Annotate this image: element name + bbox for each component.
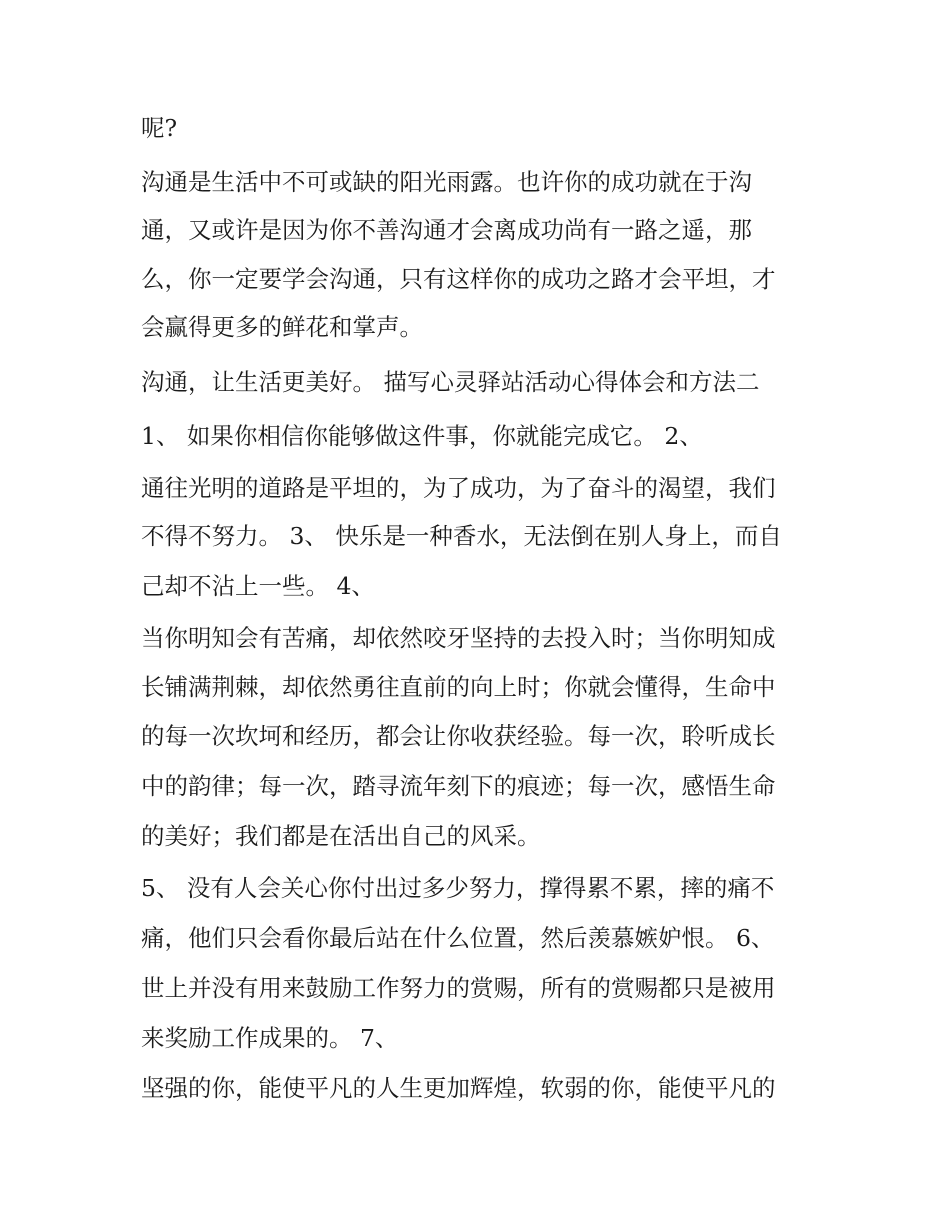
text-line: 的每一次坎坷和经历，都会让你收获经验。每一次，聆听成长 [141,722,776,750]
text-line: 1、 如果你相信你能够做这件事，你就能完成它。 2、 [141,422,703,450]
text-line: 当你明知会有苦痛，却依然咬牙坚持的去投入时；当你明知成 [141,624,776,652]
text-line: 沟通是生活中不可或缺的阳光雨露。也许你的成功就在于沟 [141,168,752,196]
text-line: 不得不努力。 3、 快乐是一种香水，无法倒在别人身上，而自 [141,522,782,550]
text-line: 5、 没有人会关心你付出过多少努力，撑得累不累，摔的痛不 [141,874,775,902]
text-line: 通往光明的道路是平坦的，为了成功，为了奋斗的渴望，我们 [141,474,776,502]
text-line: 么，你一定要学会沟通，只有这样你的成功之路才会平坦，才 [141,265,776,293]
text-line: 坚强的你，能使平凡的人生更加辉煌，软弱的你，能使平凡的 [141,1074,776,1102]
text-line: 沟通，让生活更美好。 描写心灵驿站活动心得体会和方法二 [141,368,760,396]
text-line: 会赢得更多的鲜花和掌声。 [141,313,423,341]
text-line: 中的韵律；每一次，踏寻流年刻下的痕迹；每一次，感悟生命 [141,772,776,800]
text-line: 来奖励工作成果的。 7、 [141,1024,399,1052]
text-line: 的美好；我们都是在活出自己的风采。 [141,822,541,850]
text-line: 痛，他们只会看你最后站在什么位置，然后羡慕嫉妒恨。 6、 [141,924,775,952]
text-line: 世上并没有用来鼓励工作努力的赏赐，所有的赏赐都只是被用 [141,974,776,1002]
text-line: 己却不沾上一些。 4、 [141,572,375,600]
text-line: 长铺满荆棘，却依然勇往直前的向上时；你就会懂得，生命中 [141,673,776,701]
text-line: 通，又或许是因为你不善沟通才会离成功尚有一路之遥，那 [141,216,752,244]
text-line: 呢? [141,114,178,142]
